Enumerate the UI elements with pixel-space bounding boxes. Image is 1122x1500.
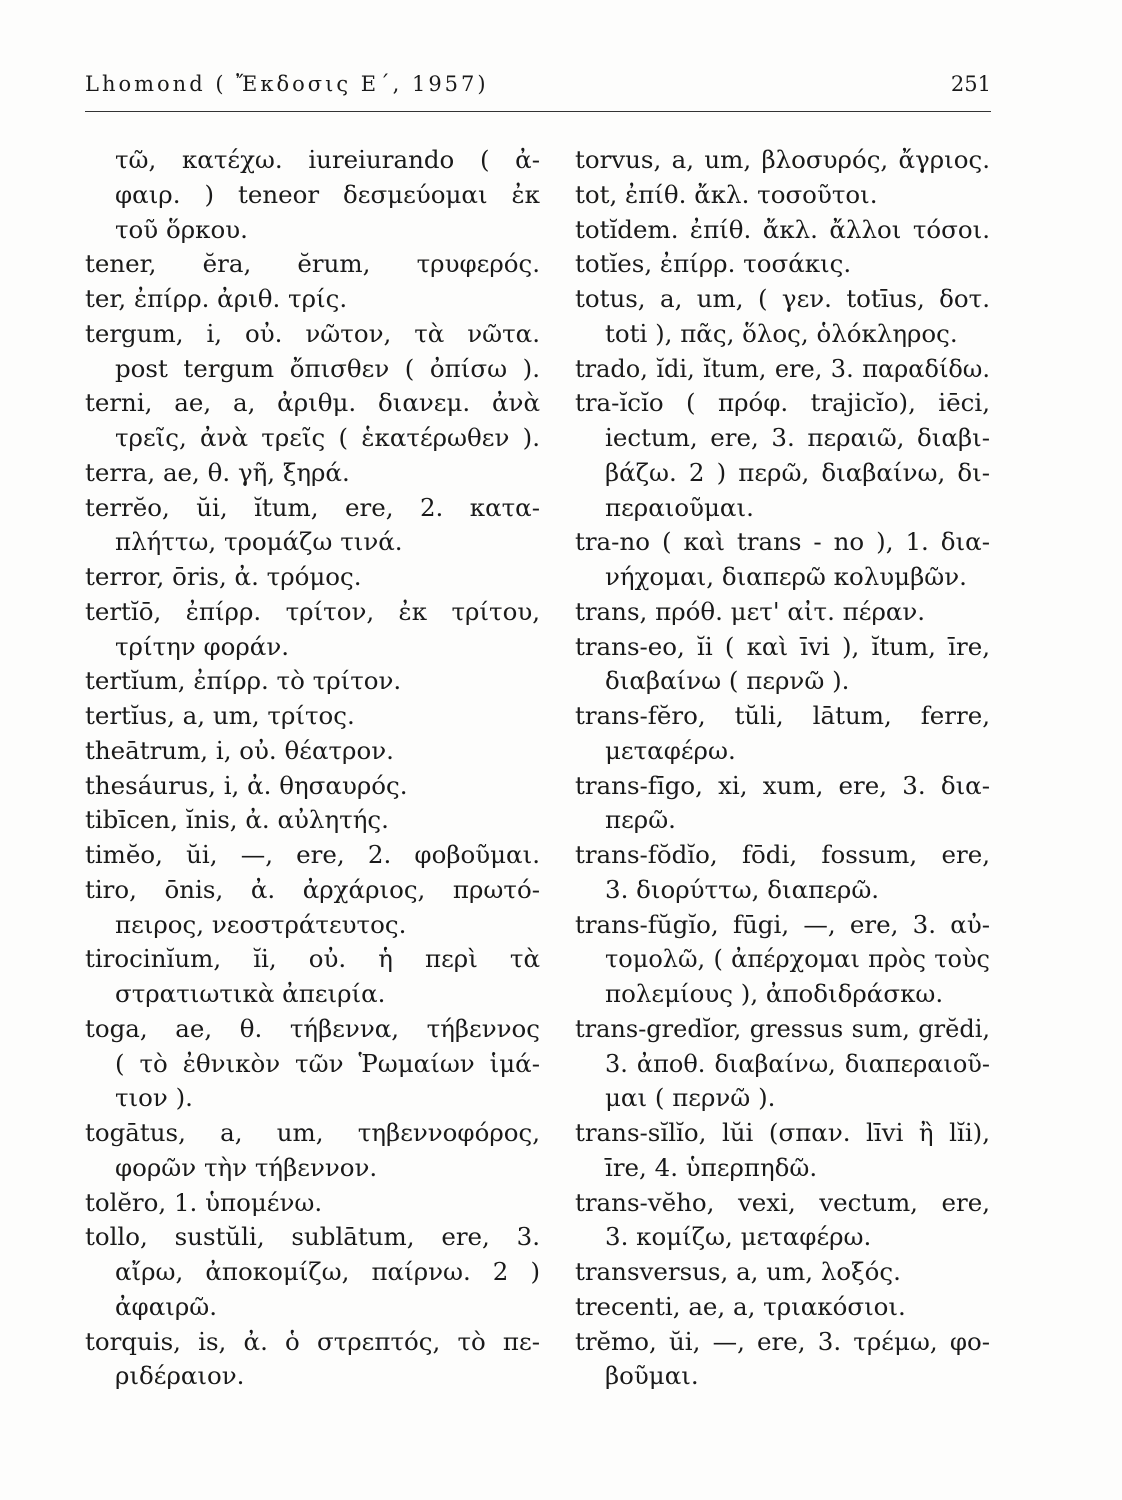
entry-line: μαι ( περνῶ ). [605,1083,776,1113]
entry-line: φαιρ. ) teneor δεσμεύομαι ἐκ [115,179,540,209]
entry-line: tot, ἐπίθ. ἄκλ. τοσοῦτοι. [575,179,878,209]
entry-line: terra, ae, θ. γῆ, ξηρά. [85,457,350,487]
entry-line: 3. ἀποθ. διαβαίνω, διαπεραιοῦ- [605,1049,990,1078]
entry-line: trans-sĭlĭo, lŭi (σπαν. līvi ἢ lĭi), [575,1118,990,1147]
entry-line: τρίτην φοράν. [115,631,290,661]
entry-line: ter, ἐπίρρ. ἀριθ. τρίς. [85,284,348,313]
page-number: 251 [950,72,991,96]
entry-line: tertĭō, ἐπίρρ. τρίτον, ἐκ τρίτου, [85,596,540,626]
entry-line: βάζω. 2 ) περῶ, διαβαίνω, δι- [605,457,990,487]
entry-line: trans-fŭgĭo, fūgi, —, ere, 3. αὐ- [575,909,990,939]
entry-line: φορῶν τὴν τήβεννον. [115,1152,378,1182]
entry-line: trans-fĕro, tŭli, lātum, ferre, [575,701,990,730]
entry-line: tolĕro, 1. ὑπομένω. [85,1187,323,1217]
entry-line: νήχομαι, διαπερῶ κολυμβῶν. [605,562,967,591]
running-head-title: Lhomond ( Ἔκδοσις Ε΄, 1957) [85,72,489,96]
entry-line: totus, a, um, ( γεν. totīus, δοτ. [575,284,990,313]
entry-line: αἴρω, ἀποκομίζω, παίρνω. 2 ) [115,1257,540,1286]
entry-line: περῶ. [605,805,676,835]
entry-line: διαβαίνω ( περνῶ ). [605,666,850,696]
entry-line: 3. διορύττω, διαπερῶ. [605,874,880,904]
entry-line: ἀφαιρῶ. [115,1291,218,1321]
entry-line: τιον ). [115,1083,193,1113]
entry-line: τοῦ ὅρκου. [115,214,248,244]
entry-line: trans-fŏdĭo, fōdi, fossum, ere, [575,840,990,869]
entry-line: post tergum ὄπισθεν ( ὀπίσω ). [115,353,540,383]
header-rule [85,111,991,112]
entry-line: tra-ĭcĭo ( πρόφ. trajicĭo), iēci, [575,388,990,418]
entry-line: τομολῶ, ( ἀπέρχομαι πρὸς τοὺς [605,945,990,974]
entry-line: τῶ, κατέχω. iureiurando ( ἀ- [115,145,540,174]
entry-line: tra-no ( καὶ trans - no ), 1. δια- [575,527,990,557]
entry-line: ριδέραιον. [115,1361,245,1391]
entry-line: terror, ōris, ἀ. τρόμος. [85,562,362,591]
entry-line: trĕmo, ŭi, —, ere, 3. τρέμω, φο- [575,1326,990,1356]
entry-line: terrĕo, ŭi, ĭtum, ere, 2. κατα- [85,492,540,522]
entry-line: trans-eo, ĭi ( καὶ īvi ), ĭtum, īre, [575,631,990,661]
entry-line: theātrum, i, οὐ. θέατρον. [85,735,394,765]
entry-line: torvus, a, um, βλοσυρός, ἄγριος. [575,145,990,174]
entry-line: īre, 4. ὑπερπηδῶ. [605,1152,818,1182]
entry-line: πλήττω, τρομάζω τινά. [115,527,403,557]
entry-line: tertĭum, ἐπίρρ. τὸ τρίτον. [85,666,402,696]
entry-line: tirocinĭum, ĭi, οὐ. ἡ περὶ τὰ [85,944,540,974]
entry-line: timĕo, ŭi, —, ere, 2. φοβοῦμαι. [85,840,540,869]
entry-line: toti ), πᾶς, ὅλος, ὁλόκληρος. [605,318,958,348]
entry-line: trado, ĭdi, ĭtum, ere, 3. παραδίδω. [575,354,990,383]
entry-line: tener, ĕra, ĕrum, τρυφερός. [85,249,540,279]
entry-line: πολεμίους ), ἀποδιδράσκω. [605,979,944,1008]
entry-line: togātus, a, um, τηβεννοφόρος, [85,1118,540,1147]
entry-line: toga, ae, θ. τήβεννα, τήβεννος [85,1013,540,1043]
entry-line: totĭes, ἐπίρρ. τοσάκις. [575,249,852,279]
entry-line: trans-vĕho, vexi, vectum, ere, [575,1187,990,1217]
entry-line: πειρος, νεοστράτευτος. [115,909,407,939]
entry-line: trans-gredĭor, gressus sum, grĕdi, [575,1014,990,1043]
right-column [575,143,990,1394]
entry-line: μεταφέρω. [605,735,736,765]
entry-line: terni, ae, a, ἀριθμ. διανεμ. ἀνὰ [85,388,540,418]
entry-line: tibīcen, ĭnis, ἀ. αὐλητής. [85,805,389,835]
entry-line: transversus, a, um, λοξός. [575,1257,901,1286]
entry-line: ( τὸ ἐθνικὸν τῶν Ῥωμαίων ἱμά- [115,1048,540,1078]
left-column [85,143,540,1394]
entry-line: βοῦμαι. [605,1361,699,1391]
entry-line: totĭdem. ἐπίθ. ἄκλ. ἄλλοι τόσοι. [575,214,990,244]
entry-line: tertĭus, a, um, τρίτος. [85,701,355,730]
entry-line: thesáurus, i, ἀ. θησαυρός. [85,770,408,800]
entry-line: περαιοῦμαι. [605,492,754,522]
entry-line: trans-fīgo, xi, xum, ere, 3. δια- [575,770,990,800]
entry-line: torquis, is, ἀ. ὁ στρεπτός, τὸ πε- [85,1326,540,1356]
entry-line: iectum, ere, 3. περαιῶ, διαβι- [605,423,990,452]
entry-line: 3. κομίζω, μεταφέρω. [605,1222,872,1252]
running-head [85,72,991,104]
entry-line: στρατιωτικὰ ἀπειρία. [115,979,386,1008]
entry-line: tergum, i, οὐ. νῶτον, τὰ νῶτα. [85,318,540,348]
entry-line: trans, πρόθ. μετ' αἰτ. πέραν. [575,596,926,626]
entry-line: τρεῖς, ἀνὰ τρεῖς ( ἑκατέρωθεν ). [115,423,540,452]
entry-line: tiro, ōnis, ἀ. ἀρχάριος, πρωτό- [85,874,540,904]
entry-line: tollo, sustŭli, sublātum, ere, 3. [85,1222,540,1252]
entry-line: trecenti, ae, a, τριακόσιοι. [575,1291,906,1321]
